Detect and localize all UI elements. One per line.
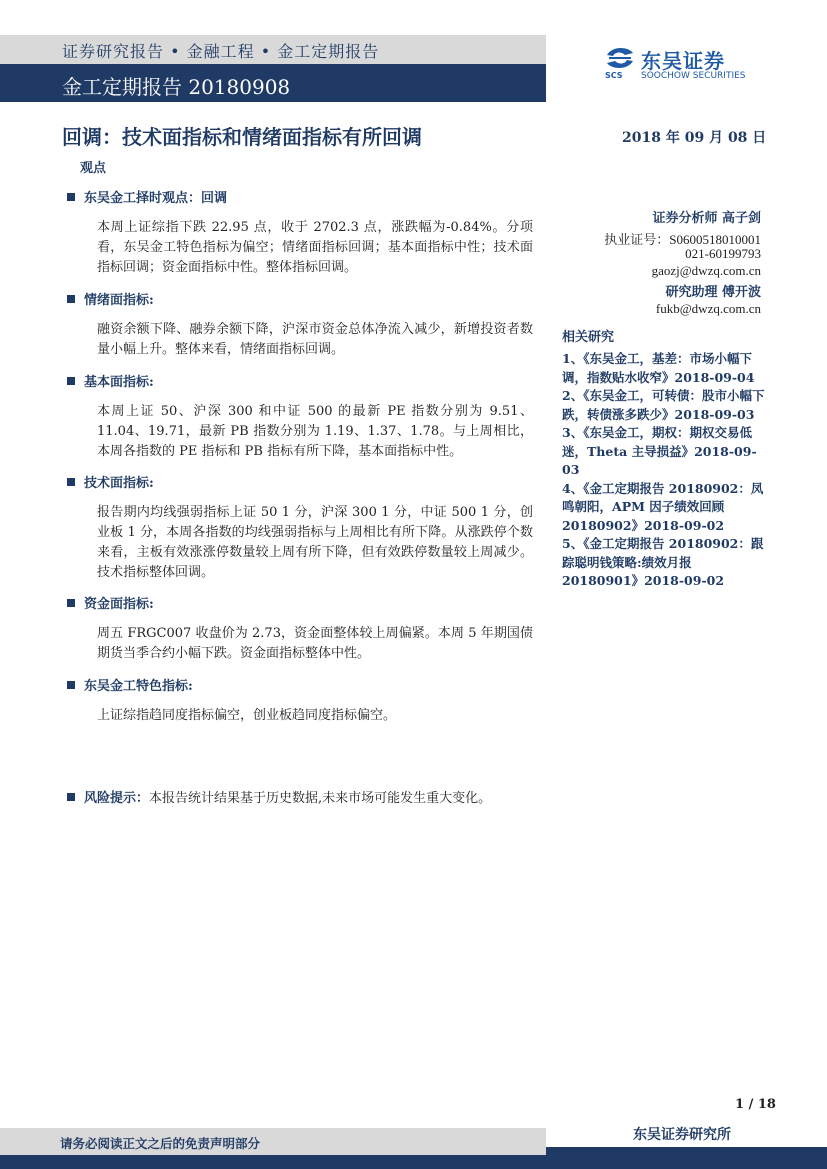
logo-scs-text: SCS: [605, 71, 623, 80]
section-heading-technical: 技术面指标:: [67, 472, 154, 491]
section-body-funding: 周五 FRGC007 收盘价为 2.73，资金面整体较上周偏紧。本周 5 年期国债期货当季合约小幅下跌。资金面指标整体中性。: [97, 626, 533, 661]
report-title: 回调：技术面指标和情绪面指标有所回调: [62, 125, 422, 149]
views-label: 观点: [80, 161, 107, 176]
related-item[interactable]: 4、《金工定期报告 20180902：凤鸣朝阳，APM 因子绩效回顾 20180902》2018-09-02: [562, 480, 764, 533]
section-body-timing: 本周上证综指下跌 22.95 点，收于 2702.3 点，涨跌幅为-0.84%。分项看，东吴金工特色指标为偏空；情绪面指标回调；基本面指标中性；技术面指标回调；资金面指标中性。整体指标回调。: [97, 220, 533, 275]
section-body-special: 上证综指趋同度指标偏空，创业板趋同度指标偏空。: [97, 708, 397, 723]
section-body-fundamental: 本周上证 50、沪深 300 和中证 500 的最新 PE 指数分别为 9.51、11.04、19.71，最新 PB 指数分别为 1.19、1.37、1.78。与上周相比，本周各指数的 PE 指标和 PB 指标有所下降，基本面指标中性。: [97, 404, 533, 459]
section-heading-fundamental: 基本面指标:: [67, 371, 154, 390]
bullet-square-icon: [67, 295, 75, 303]
bullet-square-icon: [67, 599, 75, 607]
footer-firm-name: 东吴证券研究所: [633, 1127, 731, 1143]
section-heading-funding: 资金面指标:: [67, 593, 154, 612]
bullet-square-icon: [67, 793, 75, 801]
logo-name-cn: 东吴证券: [641, 49, 725, 73]
bullet-square-icon: [67, 377, 75, 385]
related-item[interactable]: 1、《东吴金工，基差：市场小幅下调，指数贴水收窄》2018-09-04: [562, 351, 755, 385]
section-heading-timing: 东吴金工择时观点：回调: [67, 187, 227, 206]
footer-bar-right: [546, 1147, 827, 1169]
footer-disclaimer: 请务必阅读正文之后的免责声明部分: [60, 1136, 261, 1151]
bullet-square-icon: [67, 193, 75, 201]
related-item[interactable]: 5、《金工定期报告 20180902：跟踪聪明钱策略:绩效月报 20180901》2018-09-02: [562, 536, 764, 588]
header-breadcrumb: 证券研究报告 • 金融工程 • 金工定期报告: [62, 42, 380, 61]
logo-name-en: SOOCHOW SECURITIES: [641, 71, 746, 81]
related-item[interactable]: 3、《东吴金工，期权：期权交易低迷，Theta 主导损益》2018-09-03: [562, 425, 757, 477]
bullet-square-icon: [67, 478, 75, 486]
analyst-phone: 021-60199793: [685, 246, 761, 261]
section-body-sentiment: 融资余额下降、融券余额下降，沪深市资金总体净流入减少，新增投资者数量小幅上升。整体来看，情绪面指标回调。: [97, 322, 533, 357]
assistant-email: fukb@dwzq.com.cn: [655, 301, 761, 316]
related-item[interactable]: 2、《东吴金工，可转债：股市小幅下跌，转债涨多跌少》2018-09-03: [562, 388, 765, 422]
assistant-name: 研究助理 傅开波: [665, 285, 761, 300]
analyst-email: gaozj@dwzq.com.cn: [651, 263, 761, 278]
footer-disclaimer-band: [0, 1128, 546, 1155]
page-number: 1 / 18: [735, 1097, 776, 1112]
report-date: 2018 年 09 月 08 日: [622, 130, 767, 146]
bullet-square-icon: [67, 681, 75, 689]
footer-bar: [0, 1155, 546, 1169]
report-series-title: 金工定期报告 20180908: [62, 75, 291, 99]
header-series-band: [0, 64, 546, 102]
risk-warning: [67, 787, 491, 806]
related-research-title: 相关研究: [562, 330, 615, 345]
section-heading-special: 东吴金工特色指标:: [67, 675, 193, 694]
risk-label: 风险提示：: [84, 791, 150, 806]
header-breadcrumb-band: [0, 35, 546, 64]
section-heading-sentiment: 情绪面指标:: [67, 289, 154, 308]
analyst-name: 证券分析师 高子剑: [652, 211, 761, 226]
risk-text: 本报告统计结果基于历史数据,未来市场可能发生重大变化。: [149, 791, 492, 806]
section-body-technical: 报告期内均线强弱指标上证 50 1 分，沪深 300 1 分，中证 500 1 分，创业板 1 分，本周各指数的均线强弱指标与上周相比有所下降。从涨跌停个数来看，主板有效涨涨停数量较上周有所下降，但有效跌停数量较上周减少。技术指标整体回调。: [97, 505, 533, 580]
related-research-list: [562, 350, 766, 591]
analyst-license: 执业证号：S0600518010001: [604, 232, 761, 247]
company-logo: [603, 45, 773, 85]
